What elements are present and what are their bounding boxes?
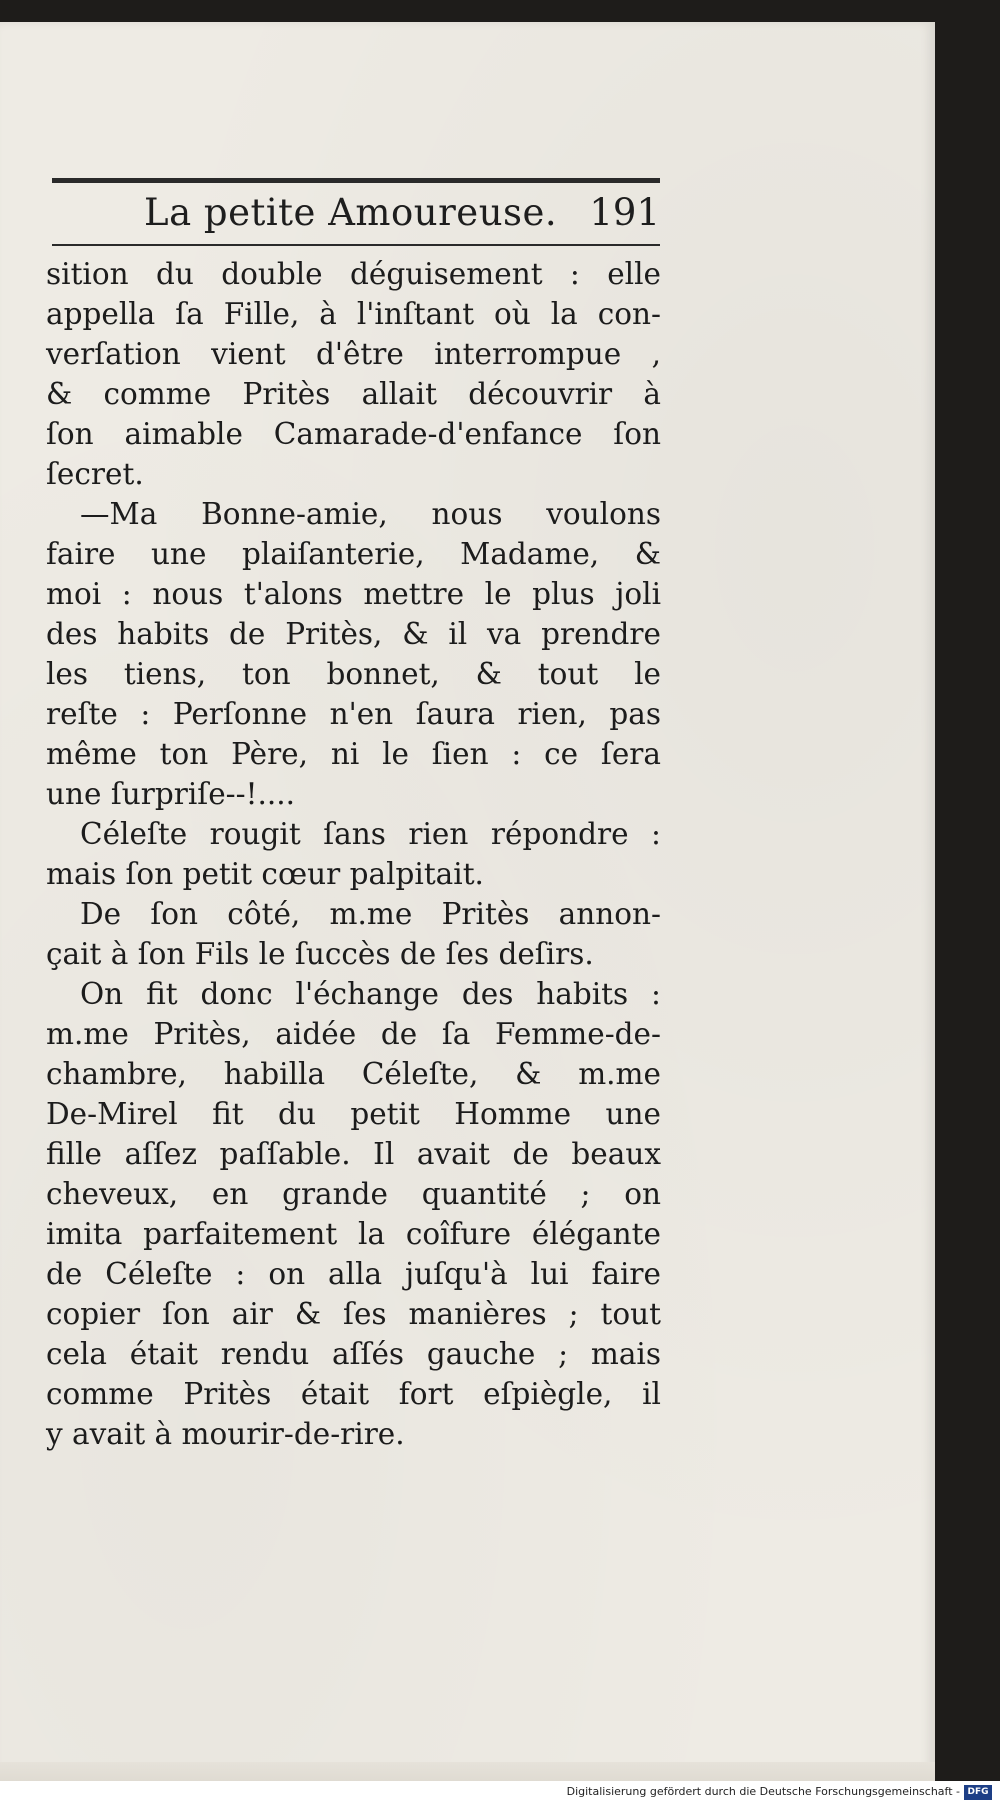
text-line: cela était rendu aſſés gauche ; mais xyxy=(46,1337,661,1371)
page-number: 191 xyxy=(589,191,660,234)
text-line: De ſon côté, m.me Pritès annon- xyxy=(80,897,661,931)
text-line: même ton Père, ni le ſien : ce ſera xyxy=(46,737,661,771)
text-line: verſation vient d'être interrompue , xyxy=(46,337,661,371)
text-line: m.me Pritès, aidée de ſa Femme-de- xyxy=(46,1017,661,1051)
dfg-logo: DFG xyxy=(964,1785,992,1800)
text-line: mais ſon petit cœur palpitait. xyxy=(46,857,484,891)
text-line: cheveux, en grande quantité ; on xyxy=(46,1177,661,1211)
text-line: faire une plaiſanterie, Madame, & xyxy=(46,537,661,571)
text-line: On fit donc l'échange des habits : xyxy=(80,977,661,1011)
digitization-footer xyxy=(0,1781,1000,1805)
text-line: comme Pritès était fort eſpiègle, il xyxy=(46,1377,661,1411)
text-line: une ſurpriſe--!.... xyxy=(46,777,295,811)
text-line: des habits de Pritès, & il va prendre xyxy=(46,617,661,651)
header-rule-bottom xyxy=(52,244,660,246)
text-line: De-Mirel fit du petit Homme une xyxy=(46,1097,661,1131)
text-line: chambre, habilla Céleſte, & m.me xyxy=(46,1057,661,1091)
text-line: fille aſſez paſſable. Il avait de beaux xyxy=(46,1137,661,1171)
text-line: appella ſa Fille, à l'inſtant où la con- xyxy=(46,297,661,331)
text-line: ſon aimable Camarade-d'enfance ſon xyxy=(46,417,661,451)
text-line: & comme Pritès allait découvrir à xyxy=(46,377,661,411)
text-line: les tiens, ton bonnet, & tout le xyxy=(46,657,661,691)
body-text xyxy=(46,254,661,1454)
text-line: sition du double déguisement : elle xyxy=(46,257,661,291)
text-line: imita parfaitement la coîfure élégante xyxy=(46,1217,661,1251)
text-line: moi : nous t'alons mettre le plus joli xyxy=(46,577,661,611)
text-line: y avait à mourir-de-rire. xyxy=(46,1417,405,1451)
text-line: reſte : Perſonne n'en ſaura rien, pas xyxy=(46,697,661,731)
funding-credit: Digitalisierung gefördert durch die Deutsche Forschungsgemeinschaft - xyxy=(566,1785,960,1798)
book-page xyxy=(0,22,935,1777)
text-line: ſecret. xyxy=(46,457,144,491)
text-line: de Céleſte : on alla juſqu'à lui faire xyxy=(46,1257,661,1291)
running-header xyxy=(52,186,660,240)
text-line: —Ma Bonne-amie, nous voulons xyxy=(80,497,661,531)
header-rule-top xyxy=(52,178,660,183)
running-title: La petite Amoureuse. xyxy=(144,191,558,234)
text-line: çait à ſon Fils le ſuccès de ſes deſirs. xyxy=(46,937,594,971)
text-line: Céleſte rougit ſans rien répondre : xyxy=(80,817,661,851)
text-line: copier ſon air & ſes manières ; tout xyxy=(46,1297,661,1331)
